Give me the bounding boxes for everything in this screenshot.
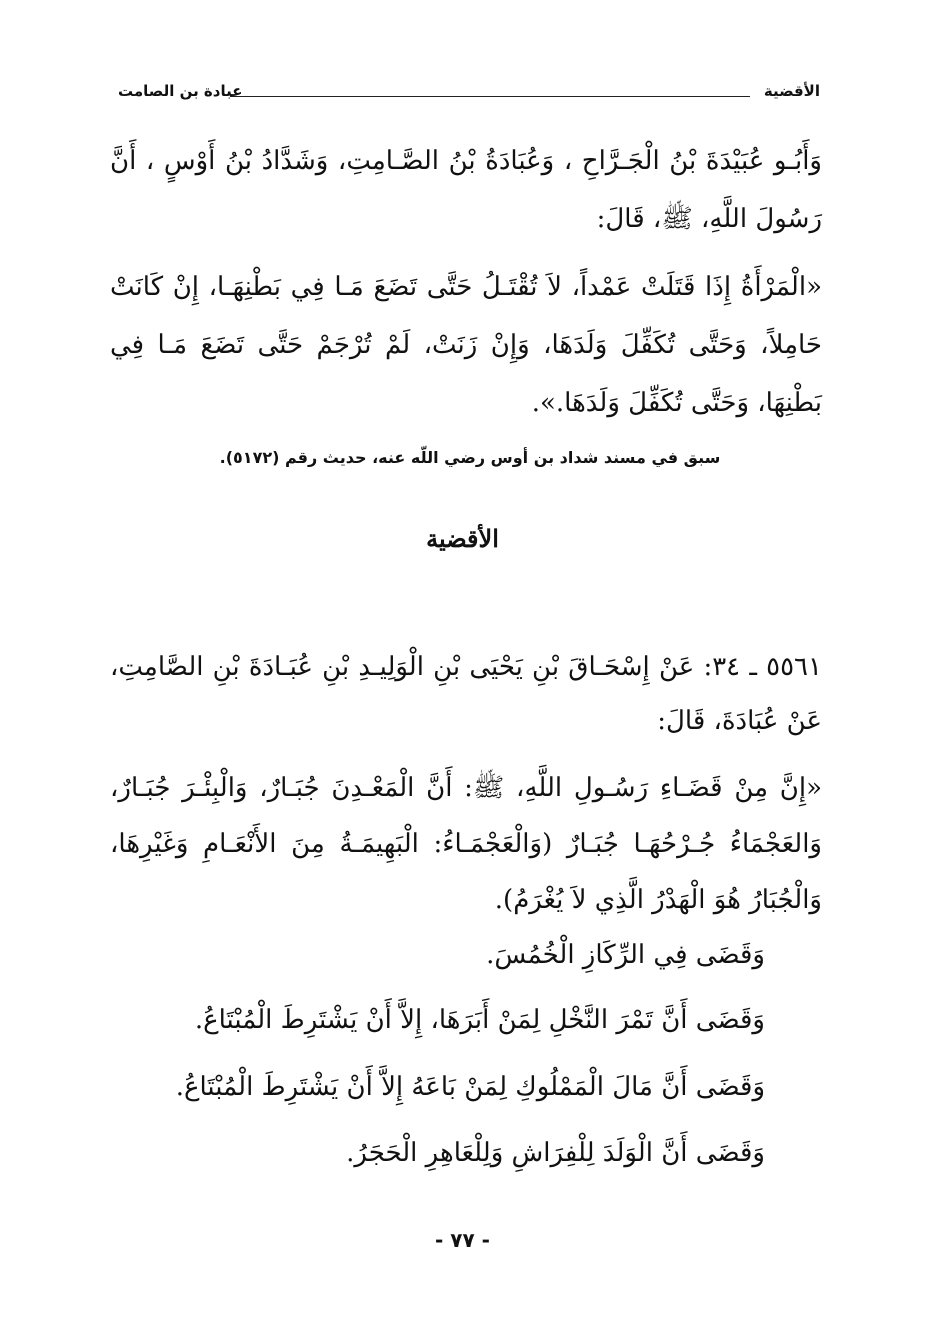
cross-reference-note: سبق في مسند شداد بن أوس رضي اللّه عنه، حديث رقم (٥١٧٢). <box>219 448 721 467</box>
hadith-isnad: ٥٥٦١ ـ ٣٤: عَنْ إِسْحَـاقَ بْنِ يَحْيَى بْنِ الْوَلِيـدِ بْنِ عُبَـادَةَ بْنِ الصَّامِتِ، عَنْ عُبَادَةَ، قَالَ: <box>110 652 822 736</box>
paragraph-hadith-woman: «الْمَرْأَةُ إِذَا قَتَلَتْ عَمْداً، لاَ تُقْتَـلُ حَتَّى تَضَعَ مَـا فِي بَطْنِهَـا، إِنْ كَانَتْ حَامِلاً، وَحَتَّى تُكَفِّلَ وَلَدَهَا، وَإِنْ زَنَتْ، لَمْ تُرْجَمْ حَتَّى تَضَعَ مَـا فِي بَطْنِهَا، وَحَتَّى تُكَفِّلَ وَلَدَهَا.». <box>110 272 822 418</box>
section-title: الأقضية <box>426 524 499 553</box>
hadith-matn: «إِنَّ مِنْ قَضَـاءِ رَسُـولِ اللَّهِ، ﷺ: أَنَّ الْمَعْـدِنَ جُبَـارٌ، وَالْبِئْـرَ جُبَـارٌ، وَالعَجْمَاءُ جُـرْحُهَـا جُبَـارٌ (وَالْعَجْمَـاءُ: الْبَهِيمَـةُ مِنَ الأَنْعَـامِ وَغَيْرِهَا، وَالْجُبَارُ هُوَ الْهَدْرُ الَّذِي لاَ يُغْرَمُ). <box>110 773 823 915</box>
header-companion-name: عبادة بن الصامت <box>118 82 243 100</box>
paragraph-narrators: وَأَبُـو عُبَيْدَةَ بْنُ الْجَـرَّاحِ ، وَعُبَادَةُ بْنُ الصَّـامِتِ، وَشَدَّادُ بْنُ أَوْسٍ ، أَنَّ رَسُولَ اللَّهِ، ﷺ، قَالَ: <box>110 146 822 234</box>
header-section-title: الأقضية <box>763 82 820 100</box>
ruling-line-4: وَقَضَى أَنَّ الْوَلَدَ لِلْفِرَاشِ وَلِلْعَاهِرِ الْحَجَرُ. <box>346 1138 765 1168</box>
ruling-line-1: وَقَضَى فِي الرِّكَازِ الْخُمُسَ. <box>486 940 765 970</box>
ruling-line-3: وَقَضَى أَنَّ مَالَ الْمَمْلُوكِ لِمَنْ بَاعَهُ إِلاَّ أَنْ يَشْتَرِطَ الْمُبْتَاعُ. <box>175 1072 765 1102</box>
header-rule <box>230 96 750 97</box>
running-header <box>118 82 820 108</box>
ruling-line-2: وَقَضَى أَنَّ تَمْرَ النَّخْلِ لِمَنْ أَبَرَهَا، إِلاَّ أَنْ يَشْتَرِطَ الْمُبْتَاعُ. <box>194 1005 765 1035</box>
page-number: - ٧٧ - <box>435 1228 490 1252</box>
